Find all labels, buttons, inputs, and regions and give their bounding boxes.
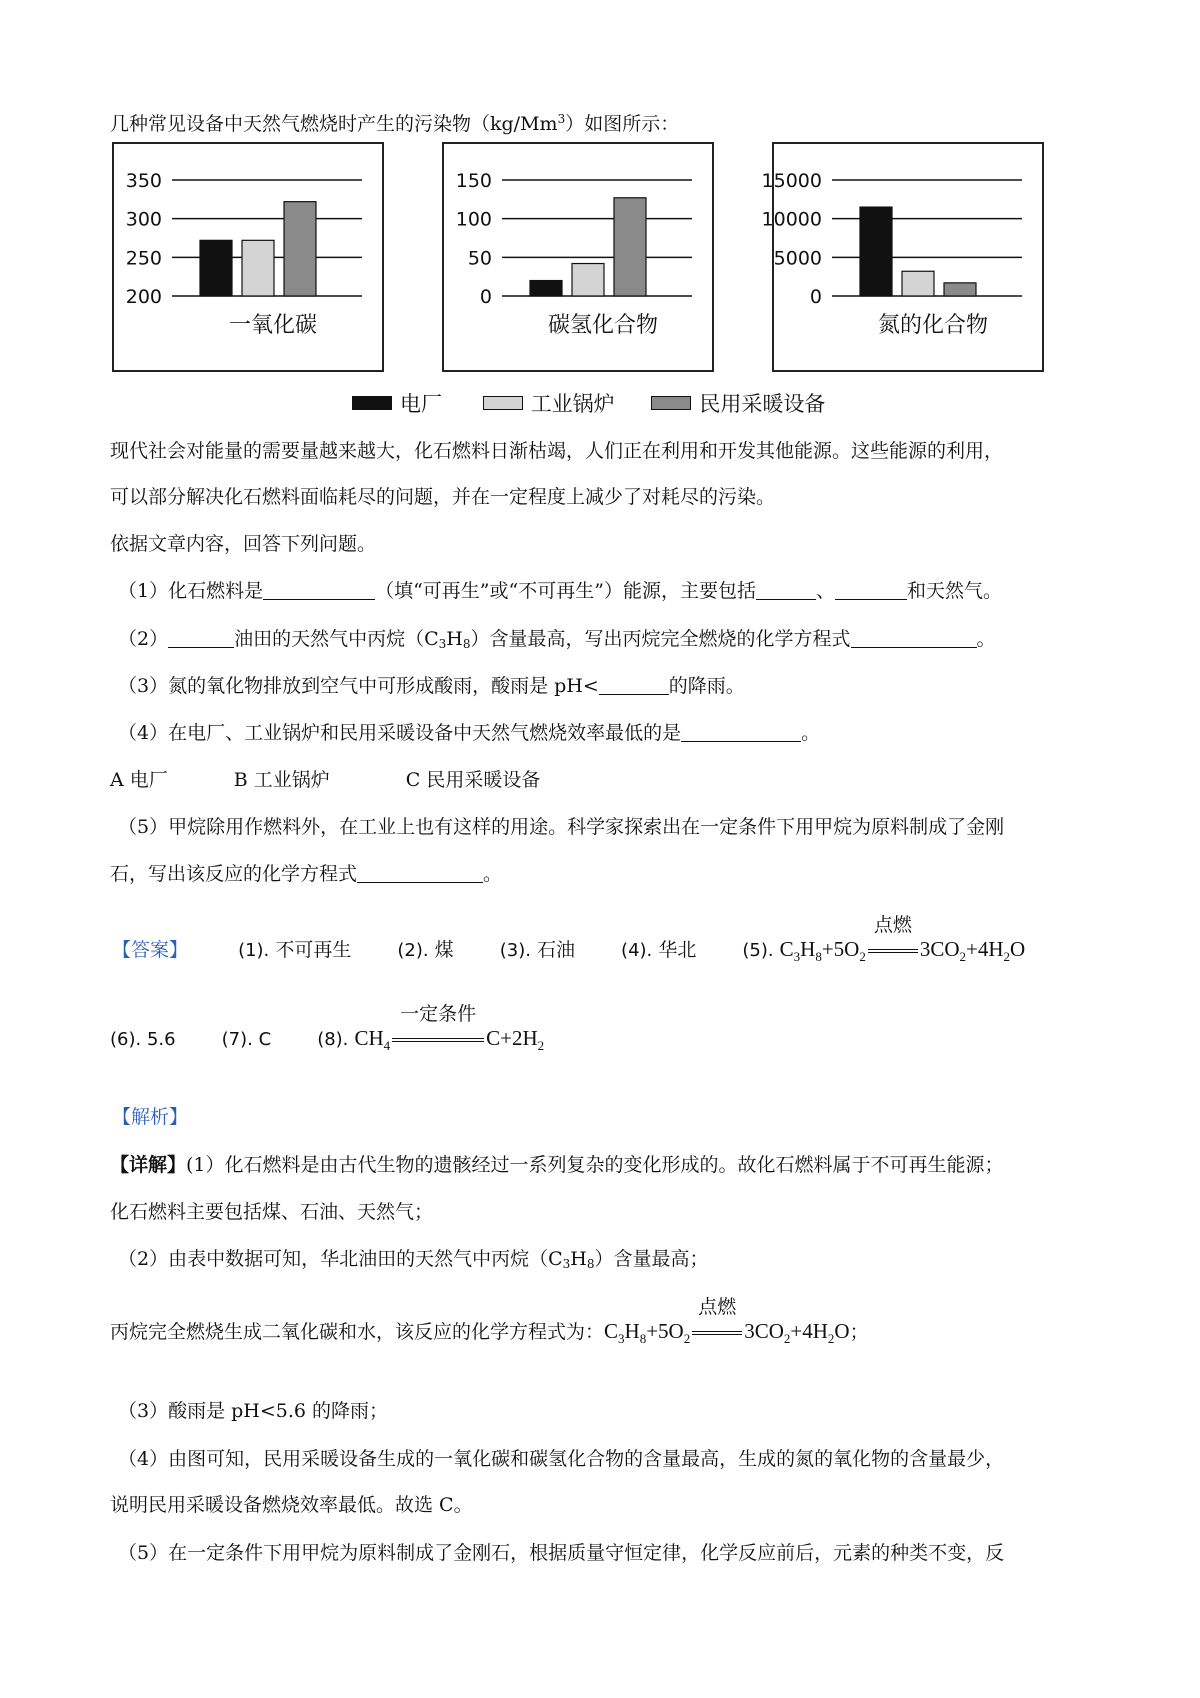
- legend-label-power-plant: 电厂: [400, 392, 442, 416]
- answer-num-2: (2).: [397, 940, 429, 961]
- y-tick-label: 15000: [761, 170, 822, 192]
- analysis-line-5: （3）酸雨是 pH<5.6 的降雨；: [118, 1400, 389, 1422]
- analysis-sub-2: 8: [586, 1257, 595, 1271]
- bar-heating: [944, 283, 976, 296]
- q2-blank-1: [168, 629, 234, 648]
- q1-text-d: 和天然气。: [906, 580, 1002, 602]
- answer-num-3: (3).: [499, 940, 531, 961]
- q5-blank: [357, 864, 483, 883]
- legend-swatch-power-plant: [352, 396, 392, 410]
- y-tick-label: 150: [455, 170, 492, 192]
- q5-text-a: 石，写出该反应的化学方程式: [110, 863, 358, 885]
- analysis-line-1: [110, 1152, 1004, 1178]
- y-tick-label: 0: [809, 286, 822, 308]
- question-2: [118, 626, 996, 657]
- q2-text-e: 。: [976, 628, 996, 650]
- q1-blank-3: [835, 581, 907, 600]
- analysis-line-6: （4）由图可知，民用采暖设备生成的一氧化碳和碳氢化合物的含量最高，生成的氮的氧化物的含量最少，: [118, 1448, 1005, 1470]
- legend-label-boiler: 工业锅炉: [530, 392, 615, 416]
- intro-text: 几种常见设备中天然气燃烧时产生的污染物（kg/Mm: [110, 113, 558, 135]
- bar-power-plant: [200, 240, 232, 296]
- passage-line-1: 现代社会对能量的需要量越来越大，化石燃料日渐枯竭，人们正在利用和开发其他能源。这些能源的利用，: [110, 440, 1004, 462]
- passage-line-2: 可以部分解决化石燃料面临耗尽的问题，并在一定程度上减少了对耗尽的污染。: [110, 486, 776, 508]
- analysis-sub-1: 3: [562, 1257, 571, 1271]
- analysis-line-4: [110, 1296, 869, 1352]
- option-b: B 工业锅炉: [233, 769, 330, 791]
- y-tick-label: 300: [125, 208, 162, 231]
- intro-line: [110, 106, 679, 137]
- analysis-heading: [112, 1104, 188, 1130]
- answer-value-4: 华北: [658, 939, 697, 961]
- y-tick-label: 100: [455, 208, 492, 231]
- q1-text-a: （1）化石燃料是: [118, 580, 264, 602]
- analysis-text-3b: H: [570, 1248, 587, 1270]
- q1-blank-2: [756, 581, 816, 600]
- option-a: A 电厂: [110, 769, 168, 791]
- question-3: [118, 673, 745, 699]
- option-c: C 民用采暖设备: [405, 769, 541, 791]
- q1-text-b: （填“可再生”或“不可再生”）能源，主要包括: [375, 580, 756, 602]
- analysis-text-3a: （2）由表中数据可知，华北油田的天然气中丙烷（C: [118, 1248, 563, 1270]
- q3-text-a: （3）氮的氧化物排放到空气中可形成酸雨，酸雨是 pH<: [118, 675, 599, 697]
- question-4: [118, 720, 820, 746]
- q3-blank: [599, 676, 669, 695]
- answer-tag: 【答案】: [112, 939, 189, 961]
- analysis-line-8: （5）在一定条件下用甲烷为原料制成了金刚石，根据质量守恒定律，化学反应前后，元素的种类不变，反: [118, 1542, 1005, 1564]
- q2-sub-1: 3: [438, 637, 447, 651]
- chart-nitrogen-compounds: [761, 142, 1044, 372]
- answer-value-1: 不可再生: [275, 939, 352, 961]
- analysis-line-7: 说明民用采暖设备燃烧效率最低。故选 C。: [110, 1494, 473, 1516]
- chart-title: 碳氢化合物: [547, 313, 659, 338]
- analysis-text-4-end: ；: [849, 1321, 869, 1343]
- legend-swatch-heating: [651, 396, 691, 410]
- analysis-equation-condition: 点燃: [698, 1296, 737, 1318]
- analysis-line-2: 化石燃料主要包括煤、石油、天然气；: [110, 1201, 434, 1223]
- bar-boiler: [902, 271, 934, 296]
- q2-text-a: （2）: [118, 628, 169, 650]
- q2-sub-2: 8: [462, 637, 471, 651]
- y-tick-label: 250: [125, 247, 162, 270]
- question-5-line-1: （5）甲烷除用作燃料外，在工业上也有这样的用途。科学家探索出在一定条件下用甲烷为原料制成了金刚: [118, 816, 1005, 838]
- analysis-tag: 【解析】: [112, 1106, 189, 1128]
- chart-title: 一氧化碳: [228, 313, 318, 338]
- legend-swatch-boiler: [483, 396, 523, 410]
- q2-text-c: H: [446, 628, 463, 650]
- y-tick-label: 200: [125, 286, 162, 308]
- question-1: [118, 578, 1002, 604]
- chart-carbon-monoxide: [112, 142, 384, 372]
- answer-equation-2: $CH_4$ 一定条件 $C+2H_2$: [354, 1003, 545, 1054]
- equation-1-condition: 点燃: [873, 914, 912, 936]
- q1-text-c: 、: [815, 580, 835, 602]
- answer-num-7: (7). C: [221, 1029, 272, 1050]
- answer-line-1: [112, 914, 1026, 970]
- answer-value-2: 煤: [434, 939, 454, 961]
- analysis-line-3: [118, 1246, 709, 1277]
- equation-2-condition: 一定条件: [400, 1003, 477, 1025]
- analysis-text-1: (1）化石燃料是由古代生物的遗骸经过一系列复杂的变化形成的。故化石燃料属于不可再生能源；: [186, 1154, 1004, 1176]
- answer-line-2: [110, 1003, 545, 1059]
- bar-boiler: [242, 240, 274, 296]
- answer-value-3: 石油: [536, 939, 575, 961]
- q5-text-b: 。: [483, 863, 503, 885]
- q2-blank-2: [851, 629, 977, 648]
- bar-power-plant: [530, 281, 562, 296]
- chart-legend: [352, 388, 825, 418]
- y-tick-label: 0: [479, 286, 492, 308]
- y-tick-label: 5000: [773, 247, 822, 270]
- intro-text-end: ）如图所示：: [565, 113, 680, 135]
- legend-label-heating: 民用采暖设备: [699, 392, 826, 416]
- q4-text-a: （4）在电厂、工业锅炉和民用采暖设备中天然气燃烧效率最低的是: [118, 722, 682, 744]
- instruction-line: 依据文章内容，回答下列问题。: [110, 533, 377, 555]
- q2-text-b: 油田的天然气中丙烷（C: [234, 628, 439, 650]
- chart-title: 氮的化合物: [877, 313, 989, 338]
- q4-blank: [681, 723, 801, 742]
- q2-text-d: ）含量最高，写出丙烷完全燃烧的化学方程式: [470, 628, 851, 650]
- bar-heating: [284, 202, 316, 296]
- answer-num-1: (1).: [238, 940, 270, 961]
- analysis-text-3c: ）含量最高；: [594, 1248, 709, 1270]
- analysis-text-4: 丙烷完全燃烧生成二氧化碳和水，该反应的化学方程式为：: [110, 1321, 605, 1343]
- detail-tag: 【详解】: [110, 1154, 187, 1176]
- answer-num-6: (6). 5.6: [110, 1029, 176, 1050]
- chart-hydrocarbons: [442, 142, 714, 372]
- question-5-line-2: [110, 861, 502, 887]
- intro-sup: 3: [557, 112, 566, 126]
- answer-num-4: (4).: [621, 940, 653, 961]
- q4-text-b: 。: [801, 722, 821, 744]
- y-tick-label: 10000: [761, 208, 822, 231]
- bar-power-plant: [860, 207, 892, 296]
- q1-blank-1: [263, 581, 375, 600]
- y-tick-label: 50: [467, 247, 492, 270]
- answer-equation-1: $C_3H_8+5O_2$ 点燃 $3CO_2+4H_2O$: [779, 914, 1026, 965]
- question-4-options: [110, 767, 540, 793]
- bar-heating: [614, 198, 646, 296]
- bar-boiler: [572, 264, 604, 296]
- answer-num-5: (5).: [742, 940, 774, 961]
- y-tick-label: 350: [125, 170, 162, 192]
- analysis-equation: $C_3H_8+5O_2$ 点燃 $3CO_2+4H_2O$: [604, 1296, 850, 1347]
- q3-text-b: 的降雨。: [668, 675, 745, 697]
- answer-num-8: (8).: [317, 1029, 349, 1050]
